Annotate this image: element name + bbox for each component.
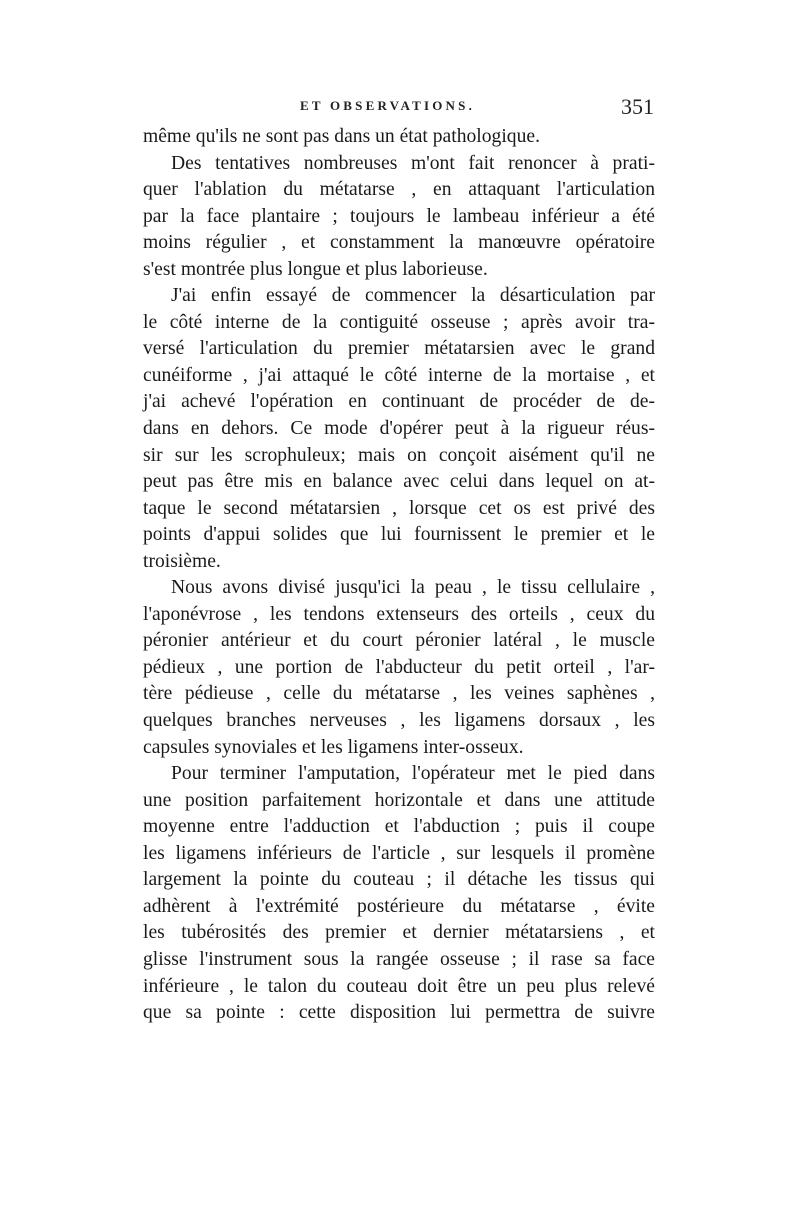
text-line: moyenne entre l'adduction et l'abduction ; puis il coupe (143, 816, 655, 838)
text-line: taque le second métatarsien , lorsque cet os est privé des (143, 497, 655, 519)
paragraph-1 (143, 124, 655, 151)
text-line: s'est montrée plus longue et plus laborieuse. (143, 258, 488, 280)
text-line: même qu'ils ne sont pas dans un état pathologique. (143, 126, 540, 147)
paragraph-2 (143, 151, 655, 284)
text-line: troisième. (143, 550, 221, 572)
text-line: cunéiforme , j'ai attaqué le côté interne de la mortaise , et (143, 364, 655, 386)
text-line: péronier antérieur et du court péronier latéral , le muscle (143, 630, 655, 652)
text-line: peut pas être mis en balance avec celui dans lequel on at- (143, 471, 655, 493)
body-text (143, 124, 655, 1027)
text-line: largement la pointe du couteau ; il détache les tissus qui (143, 869, 655, 891)
running-title: ET OBSERVATIONS. (300, 98, 476, 113)
text-line: quer l'ablation du métatarse , en attaquant l'articulation (143, 179, 655, 201)
text-line: l'aponévrose , les tendons extenseurs des orteils , ceux du (143, 603, 655, 625)
text-line: tère pédieuse , celle du métatarse , les veines saphènes , (143, 683, 655, 705)
text-line: dans en dehors. Ce mode d'opérer peut à la rigueur réus- (143, 418, 655, 440)
text-line: quelques branches nerveuses , les ligamens dorsaux , les (143, 710, 655, 732)
text-line: pédieux , une portion de l'abducteur du petit orteil , l'ar- (143, 656, 655, 678)
text-line: par la face plantaire ; toujours le lambeau inférieur a été (143, 205, 655, 227)
text-line: Nous avons divisé jusqu'ici la peau , le tissu cellulaire , (171, 577, 655, 599)
text-line: une position parfaitement horizontale et dans une attitude (143, 789, 655, 811)
text-line: Pour terminer l'amputation, l'opérateur met le pied dans (171, 763, 655, 785)
text-line: Des tentatives nombreuses m'ont fait renoncer à prati- (171, 152, 655, 174)
text-line: points d'appui solides que lui fournissent le premier et le (143, 524, 655, 546)
paragraph-3 (143, 283, 655, 575)
text-line: que sa pointe : cette disposition lui permettra de suivre (143, 1002, 655, 1024)
paragraph-5 (143, 761, 655, 1026)
text-line: le côté interne de la contiguité osseuse ; après avoir tra- (143, 311, 655, 333)
page-number: 351 (621, 94, 654, 119)
text-line: versé l'articulation du premier métatarsien avec le grand (143, 338, 655, 360)
text-line: J'ai enfin essayé de commencer la désarticulation par (171, 285, 655, 307)
text-line: inférieure , le talon du couteau doit être un peu plus relevé (143, 975, 655, 997)
text-line: moins régulier , et constamment la manœuvre opératoire (143, 232, 655, 254)
text-line: adhèrent à l'extrémité postérieure du métatarse , évite (143, 895, 655, 917)
text-line: j'ai achevé l'opération en continuant de procéder de de- (143, 391, 655, 413)
text-line: les ligamens inférieurs de l'article , sur lesquels il promène (143, 842, 655, 864)
paragraph-4 (143, 575, 655, 761)
text-line: capsules synoviales et les ligamens inter-osseux. (143, 736, 524, 758)
text-line: sir sur les scrophuleux; mais on conçoit aisément qu'il ne (143, 444, 655, 466)
text-line: glisse l'instrument sous la rangée osseuse ; il rase sa face (143, 948, 655, 970)
running-head (140, 96, 660, 120)
text-line: les tubérosités des premier et dernier métatarsiens , et (143, 922, 655, 944)
